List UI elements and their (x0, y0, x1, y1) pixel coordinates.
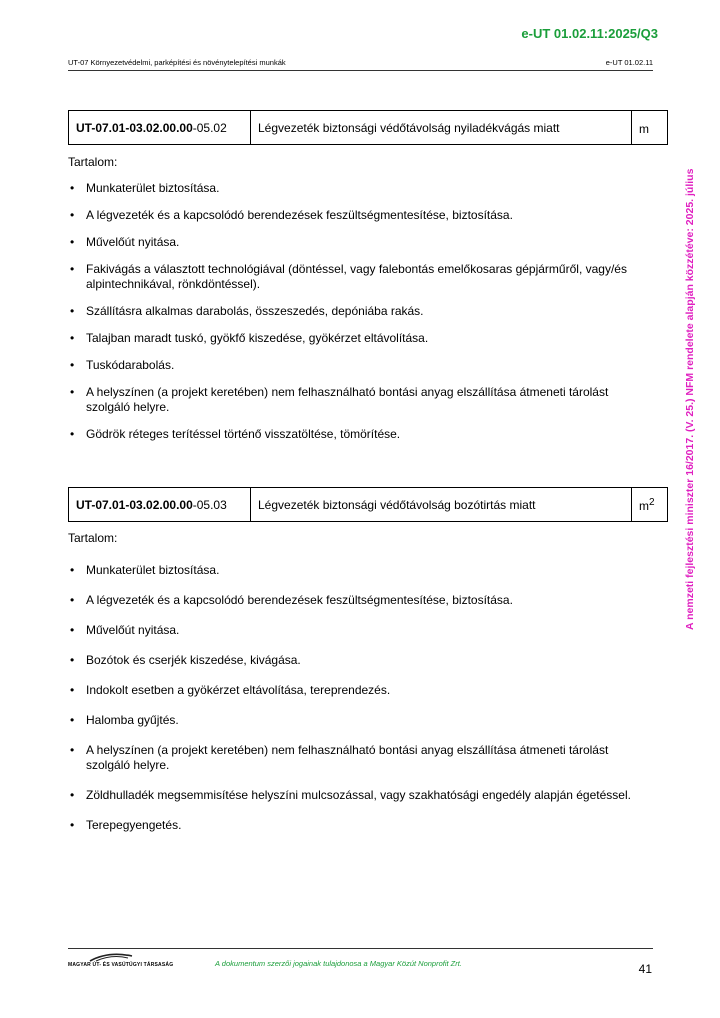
running-code: e-UT 01.02.11 (605, 58, 653, 67)
list-item: • A helyszínen (a projekt keretében) nem felhasználható bontási anyag elszállítása átmeneti tárolást szolgáló helyre. (68, 743, 648, 773)
list-item: • Fakivágás a választott technológiával (döntéssel, vagy falebontás emelőkosaras gépjárműről, vagy/és alpintechnikával, rönkdöntéssel). (68, 262, 648, 292)
contents-label-2: Tartalom: (68, 531, 118, 545)
page-number: 41 (638, 962, 652, 976)
list-item: • Szállításra alkalmas darabolás, összeszedés, depóniába rakás. (68, 304, 648, 319)
running-title: UT-07 Környezetvédelmi, parképítési és növénytelepítési munkák (68, 58, 286, 67)
footer-divider (68, 948, 653, 949)
list-item: • Talajban maradt tuskó, gyökfő kiszedése, gyökérzet eltávolítása. (68, 331, 648, 346)
item-title: Légvezeték biztonsági védőtávolság bozótirtás miatt (251, 488, 632, 522)
list-item: • A helyszínen (a projekt keretében) nem felhasználható bontási anyag elszállítása átmeneti tárolást szolgáló helyre. (68, 385, 648, 415)
list-item: • Indokolt esetben a gyökérzet eltávolítása, tereprendezés. (68, 683, 648, 698)
publication-side-note: A nemzeti fejlesztési miniszter 16/2017. (V. 25.) NFM rendelete alapján közzétéve: 2025. július (684, 168, 696, 630)
contents-label-1: Tartalom: (68, 155, 118, 169)
list-item: • Művelőút nyitása. (68, 235, 648, 250)
document-code: e-UT 01.02.11:2025/Q3 (521, 26, 658, 41)
list-item: • A légvezeték és a kapcsolódó berendezések feszültségmentesítése, biztosítása. (68, 593, 648, 608)
item-table-1 (68, 110, 668, 145)
bullet-list-2 (68, 563, 648, 848)
copyright-notice: A dokumentum szerzői jogainak tulajdonosa a Magyar Közút Nonprofit Zrt. (215, 959, 462, 968)
bullet-list-1 (68, 181, 648, 454)
list-item: • Bozótok és cserjék kiszedése, kivágása. (68, 653, 648, 668)
item-code: UT-07.01-03.02.00.00-05.03 (69, 488, 251, 522)
logo-text: MAGYAR ÚT- ÉS VASÚTÜGYI TÁRSASÁG (68, 962, 174, 968)
item-title: Légvezeték biztonsági védőtávolság nyiladékvágás miatt (251, 111, 632, 145)
list-item: • Halomba gyűjtés. (68, 713, 648, 728)
list-item: • A légvezeték és a kapcsolódó berendezések feszültségmentesítése, biztosítása. (68, 208, 648, 223)
list-item: • Zöldhulladék megsemmisítése helyszíni mulcsozással, vagy szakhatósági engedély alapján égetéssel. (68, 788, 648, 803)
list-item: • Terepegyengetés. (68, 818, 648, 833)
list-item: • Gödrök réteges terítéssel történő visszatöltése, tömörítése. (68, 427, 648, 442)
list-item: • Tuskódarabolás. (68, 358, 648, 373)
list-item: • Munkaterület biztosítása. (68, 181, 648, 196)
item-unit: $m^2$ (632, 488, 668, 522)
running-header (68, 58, 653, 71)
list-item: • Művelőút nyitása. (68, 623, 648, 638)
list-item: • Munkaterület biztosítása. (68, 563, 648, 578)
item-unit: m (632, 111, 668, 145)
item-table-2 (68, 487, 668, 522)
item-code: UT-07.01-03.02.00.00-05.02 (69, 111, 251, 145)
